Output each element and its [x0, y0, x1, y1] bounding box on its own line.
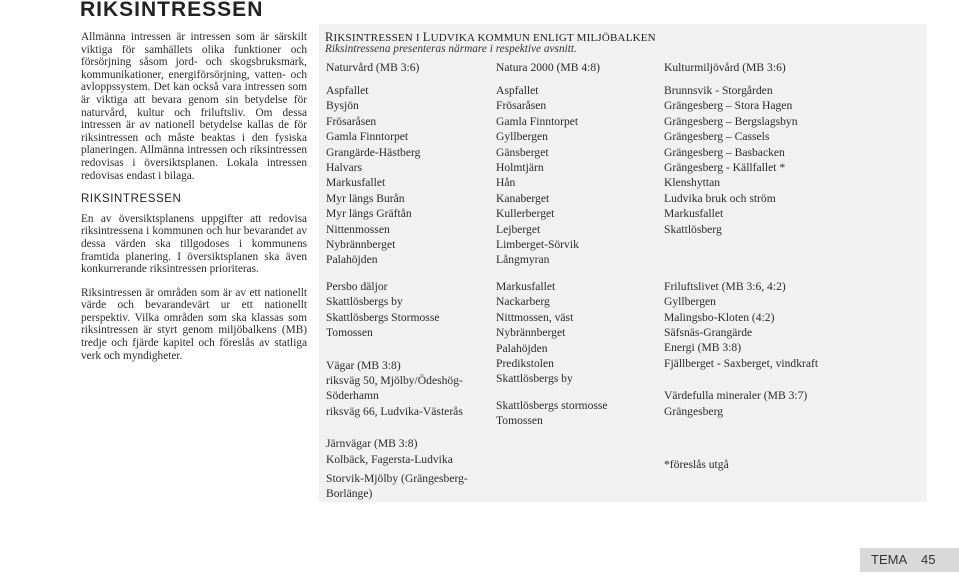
list-item: Predikstolen: [496, 356, 554, 370]
list-item: Tomossen: [326, 326, 373, 340]
list-item: Brunnsvik - Storgården: [664, 84, 773, 97]
list-item: Skattlösbergs by: [326, 295, 403, 309]
page-number: 45: [921, 552, 936, 567]
subheading: Vägar (MB 3:8): [326, 358, 401, 372]
natura2000-column: [496, 60, 656, 429]
list-item: Markusfallet: [496, 279, 556, 293]
spacer: [496, 268, 656, 279]
list-item: Tomossen: [496, 414, 543, 428]
list-item: Nybrännberget: [496, 326, 566, 340]
spacer: [664, 237, 894, 279]
list-item: Aspfallet: [496, 84, 539, 97]
riksintressen-panel: [319, 24, 927, 502]
footnote: *föreslås utgå: [664, 458, 729, 472]
list-item: Grängesberg – Cassels: [664, 130, 770, 144]
spacer: [326, 341, 486, 358]
list-item: Grängesberg – Stora Hagen: [664, 99, 793, 113]
list-item: Kanaberget: [496, 191, 550, 205]
list-item: Aspfallet: [326, 84, 369, 97]
body-paragraph-1: En av översiktsplanens uppgifter att redovisa riksintressena i kommunen och hur bevarandet av dessa värden ska tillgodoses i kommunens framtida planering. I översiktsplanen ska även konkurrerande riksintressen prioriteras.: [81, 212, 307, 276]
list-item: Skattlösbergs stormosse: [496, 398, 608, 412]
kulturmiljovard-column: [664, 60, 894, 473]
list-item: Gyllbergen: [664, 295, 716, 309]
body-paragraph-2: Riksintressen är områden som är av ett nationellt värde och bevarandevärt ur ett nationellt perspektiv. Vilka områden som ska klassas som riksintressen är styrt genom miljöbalkens (MB) tredje och fjärde kapitel och föreslås av statliga verk och myndigheter.: [81, 286, 307, 362]
subheading: Energi (MB 3:8): [664, 341, 742, 355]
list-item: Limberget-Sörvik: [496, 238, 579, 252]
page-title: RIKSINTRESSEN: [80, 0, 264, 21]
spacer: [326, 268, 486, 279]
naturvard-column: [326, 60, 486, 502]
list-item: Holmtjärn: [496, 161, 544, 175]
list-item: riksväg 50, Mjölby/Ödeshög-Söderhamn: [326, 373, 463, 403]
list-item: Myr längs Burån: [326, 191, 405, 205]
spacer: [496, 387, 656, 398]
list-item: Klenshyttan: [664, 176, 721, 190]
list-item: Hån: [496, 176, 516, 190]
list-item: Nackarberg: [496, 295, 550, 309]
spacer: [326, 419, 486, 436]
list-item: Gamla Finntorpet: [496, 114, 579, 128]
list-item: Fjällberget - Saxberget, vindkraft: [664, 356, 819, 370]
column-header: Naturvård (MB 3:6): [326, 61, 420, 74]
list-item: Ludvika bruk och ström: [664, 191, 776, 205]
list-item: Grängesberg - Källfallet *: [664, 161, 786, 175]
panel-subtitle: Riksintressena presenteras närmare i respektive avsnitt.: [325, 43, 577, 55]
list-item: Frösaråsen: [326, 114, 377, 128]
list-item: Markusfallet: [326, 176, 386, 190]
list-item: Myr längs Gräftån: [326, 207, 412, 221]
list-item: Gänsberget: [496, 145, 549, 159]
list-item: Grängesberg – Basbacken: [664, 145, 785, 159]
spacer: [664, 419, 894, 457]
page-footer-tab: [860, 548, 959, 572]
section-heading: RIKSINTRESSEN: [81, 193, 182, 206]
list-item: Nybrännberget: [326, 238, 396, 252]
column-header: Kulturmiljövård (MB 3:6): [664, 61, 786, 74]
list-item: Skattlösbergs by: [496, 372, 573, 386]
panel-title: RIKSINTRESSEN I LUDVIKA KOMMUN ENLIGT MILJÖBALKEN: [325, 30, 656, 44]
list-item: Lejberget: [496, 222, 541, 236]
column-header: Natura 2000 (MB 4:8): [496, 61, 601, 74]
subheading: Järnvägar (MB 3:8): [326, 437, 418, 451]
list-item: Palahöjden: [496, 341, 548, 355]
section-label: TEMA: [871, 552, 908, 567]
list-item: Gyllbergen: [496, 130, 548, 144]
list-item: Kolbäck, Fagersta-Ludvika: [326, 452, 453, 466]
list-item: Grängesberg: [664, 404, 724, 418]
subheading: Friluftslivet (MB 3:6, 4:2): [664, 279, 786, 293]
list-item: Nittmossen, väst: [496, 310, 574, 324]
intro-paragraph: Allmänna intressen är intressen som är särskilt viktiga för samhällets olika funktioner och försörjning såsom jord- och skogsbruksmark, kommunikationer, energiförsörjning, vatten- och avloppssystem. Det kan också vara intressen som är viktiga att bevara genom sin betydelse för naturvård, kultur och friluftsliv. Om dessa intressen är av nationell betydelse kallas de för riksintressen och måste beaktas i den fysiska planeringen. Allmänna intressen och riksintressen redovisas i översiktsplanen. Lokala intressen redovisas endast i bilaga.: [81, 31, 307, 182]
list-item: Malingsbo-Kloten (4:2): [664, 310, 775, 324]
list-item: Frösaråsen: [496, 99, 547, 113]
spacer: [664, 371, 894, 388]
list-item: Storvik-Mjölby (Grängesberg-Borlänge): [326, 471, 468, 501]
list-item: Säfsnäs-Grangärde: [664, 326, 753, 340]
list-item: Markusfallet: [664, 207, 724, 221]
list-item: Långmyran: [496, 253, 550, 267]
list-item: Bysjön: [326, 99, 359, 113]
list-item: Palahöjden: [326, 253, 378, 267]
list-item: Skattlösbergs Stormosse: [326, 310, 440, 324]
intro-text-column: [81, 31, 307, 373]
list-item: Gamla Finntorpet: [326, 130, 409, 144]
subheading: Värdefulla mineraler (MB 3:7): [664, 389, 808, 403]
list-item: Grängesberg – Bergslagsbyn: [664, 114, 798, 128]
list-item: riksväg 66, Ludvika-Västerås: [326, 404, 463, 418]
list-item: Skattlösberg: [664, 222, 722, 236]
list-item: Nittenmossen: [326, 222, 390, 236]
list-item: Persbo däljor: [326, 279, 388, 293]
list-item: Kullerberget: [496, 207, 555, 221]
list-item: Grangärde-Hästberg: [326, 145, 421, 159]
list-item: Halvars: [326, 161, 363, 175]
